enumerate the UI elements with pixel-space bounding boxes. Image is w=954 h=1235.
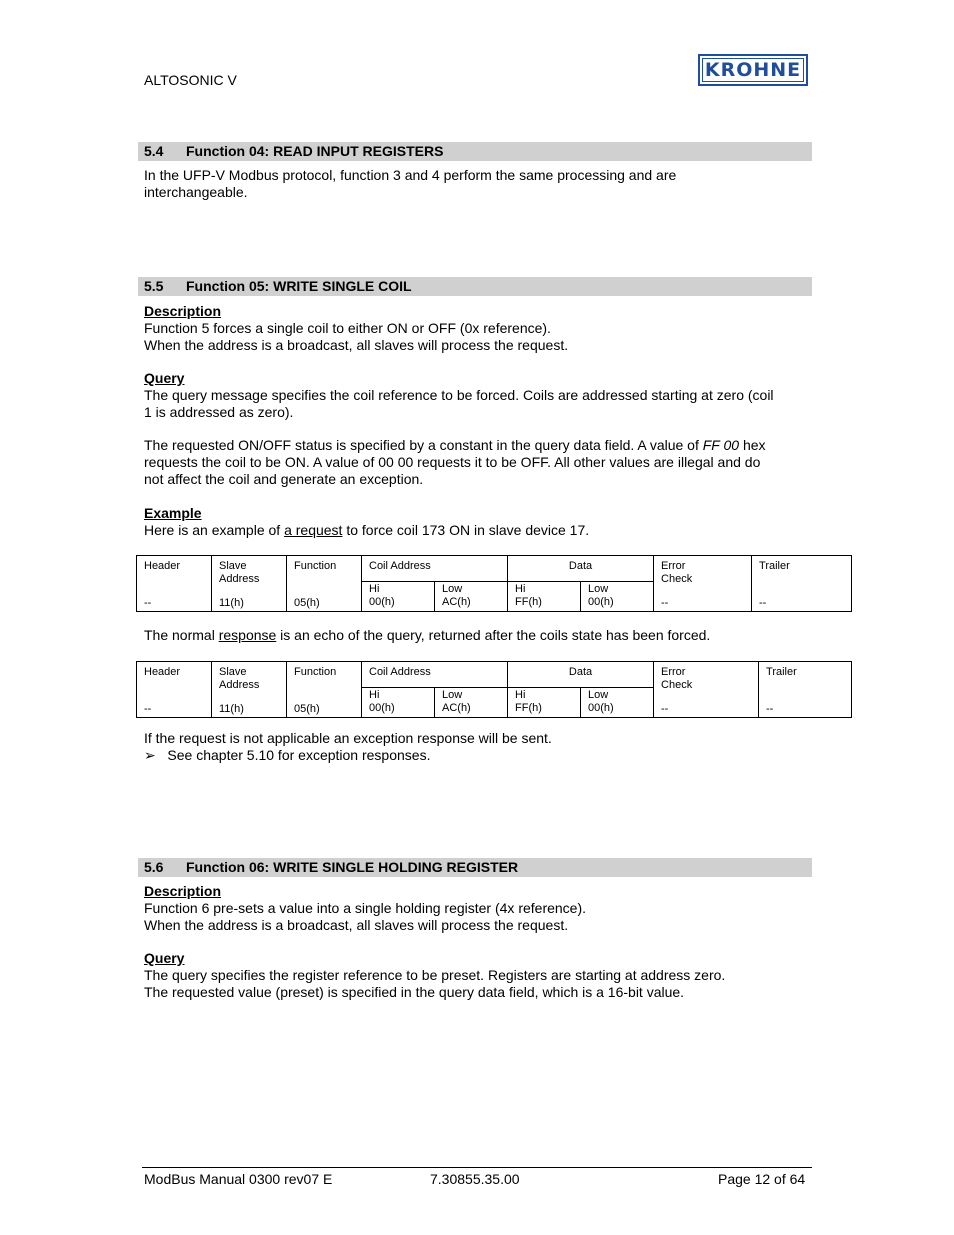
paragraph-line xyxy=(144,627,814,644)
cell-label: Header xyxy=(144,560,181,572)
cell-label: Trailer xyxy=(766,666,797,678)
cell-label: Low xyxy=(588,689,609,701)
cell-label: Hi xyxy=(515,583,526,595)
cell-value: -- xyxy=(759,597,767,609)
text-run: to force coil 173 ON in slave device 17. xyxy=(342,522,590,538)
data-low-cell xyxy=(581,582,654,612)
cell-value: -- xyxy=(144,597,152,609)
response-paragraph xyxy=(144,627,814,644)
cell-value: 11(h) xyxy=(219,597,244,609)
cell-label: Slave xyxy=(219,666,247,678)
data-hi-cell xyxy=(508,582,581,612)
coil-address-cell xyxy=(362,556,508,582)
cell-label: Header xyxy=(144,666,181,678)
cell-label: Data xyxy=(568,560,593,572)
cell-label: Coil Address xyxy=(369,666,431,678)
function-cell xyxy=(287,556,362,612)
ff00-value: FF 00 xyxy=(702,437,740,453)
header-cell xyxy=(137,662,212,718)
subheading-example: Example xyxy=(144,505,202,521)
data-cell xyxy=(508,662,654,688)
paragraph-line: The query specifies the register reference to be preset. Registers are starting at address zero. xyxy=(144,967,726,983)
paragraph-line: Function 5 forces a single coil to either ON or OFF (0x reference). xyxy=(144,320,551,336)
section-5-5-status xyxy=(144,437,814,488)
section-title: Function 05: WRITE SINGLE COIL xyxy=(186,278,412,294)
paragraph-line: 1 is addressed as zero). xyxy=(144,404,294,420)
section-5-6-description xyxy=(144,883,814,934)
cell-value: AC(h) xyxy=(442,702,471,714)
section-heading-5-4 xyxy=(138,142,812,161)
text-run: Here is an example of xyxy=(144,522,285,538)
request-underlined: a request xyxy=(284,522,343,538)
cell-value: -- xyxy=(766,703,774,715)
slave-address-cell xyxy=(212,662,287,718)
section-number: 5.4 xyxy=(144,143,164,159)
section-5-5-description xyxy=(144,303,814,354)
cell-label: Low xyxy=(588,583,609,595)
cell-value: 11(h) xyxy=(219,703,244,715)
paragraph-line: requests the coil to be ON. A value of 00 00 requests it to be OFF. All other values are illegal and do xyxy=(144,454,761,470)
section-5-4-body xyxy=(144,167,814,201)
cell-value: 00(h) xyxy=(588,596,614,608)
cell-label: Coil Address xyxy=(369,560,431,572)
paragraph-line: The requested value (preset) is specified in the query data field, which is a 16-bit value. xyxy=(144,984,685,1000)
cell-label: Slave xyxy=(219,560,247,572)
cell-label: Check xyxy=(661,679,693,691)
paragraph-line: Function 6 pre-sets a value into a single holding register (4x reference). xyxy=(144,900,587,916)
section-5-5-example xyxy=(144,505,814,539)
section-title: Function 04: READ INPUT REGISTERS xyxy=(186,143,444,159)
cell-label: Hi xyxy=(369,689,380,701)
section-number: 5.5 xyxy=(144,278,164,294)
cell-label: Hi xyxy=(369,583,380,595)
header-cell xyxy=(137,556,212,612)
cell-label: Data xyxy=(568,666,593,678)
data-cell xyxy=(508,556,654,582)
bullet-text: See chapter 5.10 for exception responses. xyxy=(167,747,431,763)
data-hi-cell xyxy=(508,688,581,718)
cell-value: -- xyxy=(661,703,669,715)
subheading-query: Query xyxy=(144,950,185,966)
cell-label: Address xyxy=(219,573,260,585)
response-frame-table xyxy=(136,661,852,718)
trailer-cell xyxy=(752,556,852,612)
section-heading-5-5 xyxy=(138,277,812,296)
paragraph-line: not affect the coil and generate an exception. xyxy=(144,471,424,487)
text-run: hex xyxy=(739,437,766,453)
cell-label: Low xyxy=(442,583,463,595)
cell-label: Error xyxy=(661,560,686,572)
cell-value: AC(h) xyxy=(442,596,471,608)
text-run: The requested ON/OFF status is specified by a constant in the query data field. A value of xyxy=(144,437,703,453)
bullet-line xyxy=(144,747,814,764)
cell-label: Hi xyxy=(515,689,526,701)
logo-text: KROHNE xyxy=(702,58,804,82)
function-cell xyxy=(287,662,362,718)
subheading-query: Query xyxy=(144,370,185,386)
cell-value: 00(h) xyxy=(369,596,395,608)
coil-low-cell xyxy=(435,688,508,718)
section-title: Function 06: WRITE SINGLE HOLDING REGISTER xyxy=(186,859,519,875)
query-frame-table xyxy=(136,555,852,612)
cell-label: Low xyxy=(442,689,463,701)
paragraph-line: interchangeable. xyxy=(144,184,248,200)
footer-document-number: 7.30855.35.00 xyxy=(430,1171,520,1187)
section-5-6-query xyxy=(144,950,814,1001)
cell-label: Function xyxy=(294,560,337,572)
response-underlined: response xyxy=(218,627,277,643)
subheading-description: Description xyxy=(144,303,222,319)
coil-address-cell xyxy=(362,662,508,688)
section-5-5-query xyxy=(144,370,814,421)
cell-value: -- xyxy=(661,597,669,609)
cell-label: Address xyxy=(219,679,260,691)
cell-value: 05(h) xyxy=(294,703,320,715)
subheading-description: Description xyxy=(144,883,222,899)
cell-value: -- xyxy=(144,703,152,715)
section-heading-5-6 xyxy=(138,858,812,877)
paragraph-line xyxy=(144,522,814,539)
text-run: The normal xyxy=(144,627,219,643)
error-check-cell xyxy=(654,662,759,718)
cell-value: 00(h) xyxy=(369,702,395,714)
paragraph-line: When the address is a broadcast, all slaves will process the request. xyxy=(144,917,569,933)
paragraph-line: When the address is a broadcast, all slaves will process the request. xyxy=(144,337,569,353)
cell-value: 05(h) xyxy=(294,597,320,609)
data-low-cell xyxy=(581,688,654,718)
footer-manual-name: ModBus Manual 0300 rev07 E xyxy=(144,1171,333,1187)
coil-low-cell xyxy=(435,582,508,612)
cell-value: FF(h) xyxy=(515,702,542,714)
paragraph-line: The query message specifies the coil reference to be forced. Coils are addressed starting at zero (coil xyxy=(144,387,774,403)
footer-divider xyxy=(142,1167,812,1168)
cell-label: Error xyxy=(661,666,686,678)
document-product-name: ALTOSONIC V xyxy=(144,72,237,88)
cell-value: 00(h) xyxy=(588,702,614,714)
section-number: 5.6 xyxy=(144,859,164,875)
paragraph-line: If the request is not applicable an exception response will be sent. xyxy=(144,730,552,746)
paragraph-line xyxy=(144,437,814,454)
coil-hi-cell xyxy=(362,688,435,718)
cell-label: Check xyxy=(661,573,693,585)
footer-page-number: Page 12 of 64 xyxy=(718,1171,806,1187)
trailer-cell xyxy=(759,662,852,718)
cell-value: FF(h) xyxy=(515,596,542,608)
exception-paragraph xyxy=(144,730,814,764)
krohne-logo xyxy=(698,54,808,86)
slave-address-cell xyxy=(212,556,287,612)
cell-label: Function xyxy=(294,666,337,678)
paragraph-line: In the UFP-V Modbus protocol, function 3 and 4 perform the same processing and are xyxy=(144,167,677,183)
error-check-cell xyxy=(654,556,752,612)
coil-hi-cell xyxy=(362,582,435,612)
text-run: is an echo of the query, returned after the coils state has been forced. xyxy=(276,627,711,643)
arrow-bullet-icon: ➢ xyxy=(144,747,156,763)
cell-label: Trailer xyxy=(759,560,790,572)
